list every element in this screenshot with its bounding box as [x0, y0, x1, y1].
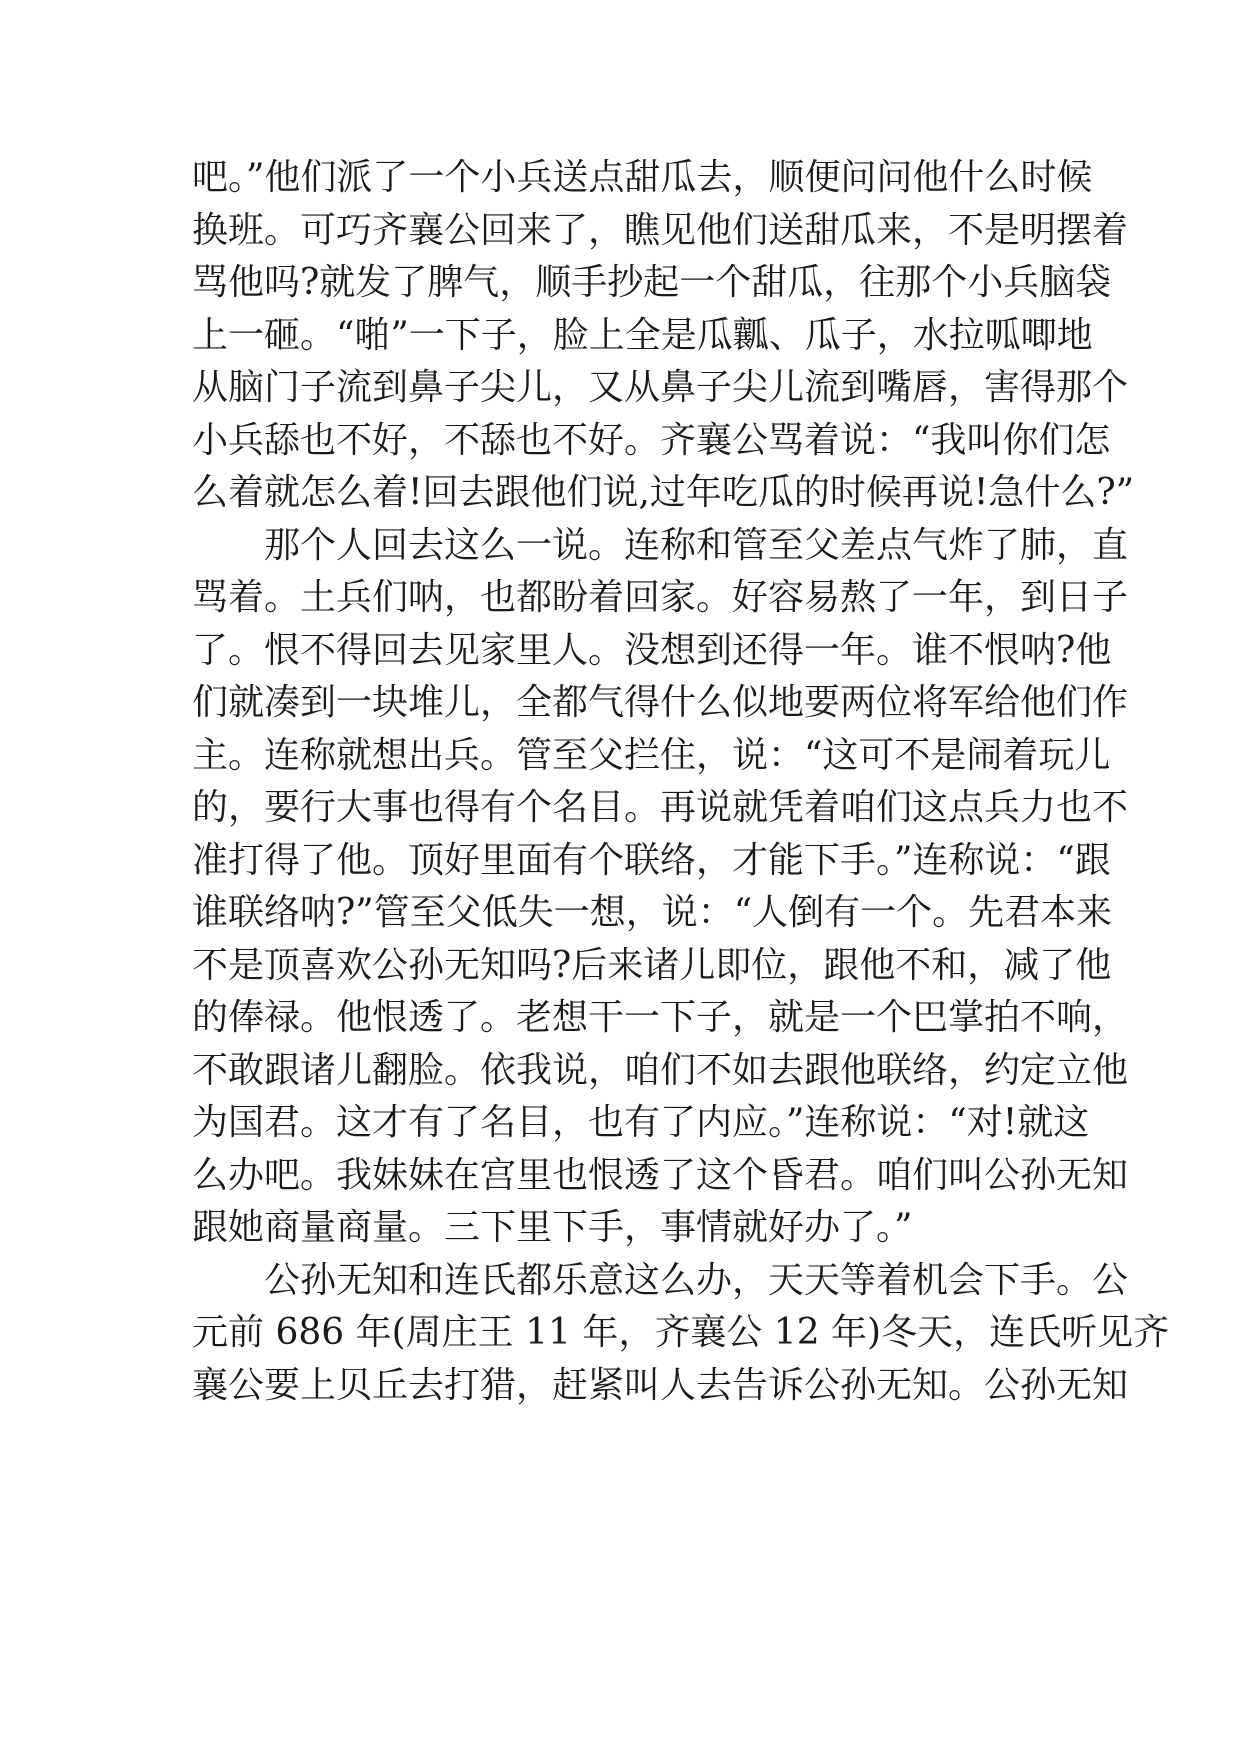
- text-line: 为国君。这才有了名目，也有了内应。”连称说：“对!就这: [192, 1102, 1090, 1143]
- paragraph-end-line: 跟她商量商量。三下里下手，事情就好办了。”: [192, 1207, 913, 1248]
- text-line: 不是顶喜欢公孙无知吗?后来诸儿即位，跟他不和，减了他: [192, 944, 1112, 986]
- text-line: 么着就怎么着!回去跟他们说,过年吃瓜的时候再说!急什么?”: [192, 472, 1135, 513]
- text-line: 元前 686 年(周庄王 11 年，齐襄公 12 年)冬天，连氏听见齐: [192, 1312, 1170, 1353]
- text-line: 么办吧。我妹妹在宫里也恨透了这个昏君。咱们叫公孙无知: [192, 1154, 1129, 1196]
- text-line: 们就凑到一块堆儿，全都气得什么似地要两位将军给他们作: [192, 682, 1129, 723]
- text-line: 准打得了他。顶好里面有个联络，才能下手。”连称说：“跟: [192, 839, 1111, 881]
- text-line: 主。连称就想出兵。管至父拦住，说：“这可不是闹着玩儿: [192, 734, 1111, 776]
- text-line: 上一砸。“啪”一下子，脸上全是瓜瓤、瓜子，水拉呱唧地: [192, 314, 1093, 356]
- text-line: 谁联络呐?”管至父低失一想，说：“人倒有一个。先君本来: [192, 892, 1113, 933]
- text-line: 襄公要上贝丘去打猎，赶紧叫人去告诉公孙无知。公孙无知: [192, 1364, 1129, 1406]
- text-line: 不敢跟诸儿翻脸。依我说，咱们不如去跟他联络，约定立他: [192, 1049, 1129, 1091]
- paragraph-start-line: 公孙无知和连氏都乐意这么办，天天等着机会下手。公: [264, 1259, 1129, 1301]
- text-line: 从脑门子流到鼻子尖儿，又从鼻子尖儿流到嘴唇，害得那个: [192, 367, 1129, 408]
- text-line: 骂他吗?就发了脾气，顺手抄起一个甜瓜，往那个小兵脑袋: [192, 262, 1112, 303]
- text-line: 的，要行大事也得有个名目。再说就凭着咱们这点兵力也不: [192, 787, 1129, 828]
- text-line: 骂着。土兵们呐，也都盼着回家。好容易熬了一年，到日子: [192, 577, 1129, 618]
- paragraph-start-line: 那个人回去这么一说。连称和管至父差点气炸了肺，直: [264, 524, 1129, 566]
- text-line: 了。恨不得回去见家里人。没想到还得一年。谁不恨呐?他: [192, 629, 1112, 671]
- text-line: 小兵舔也不好，不舔也不好。齐襄公骂着说：“我叫你们怎: [192, 419, 1111, 461]
- body-text: [192, 152, 1170, 1412]
- text-line: 换班。可巧齐襄公回来了，瞧见他们送甜瓜来，不是明摆着: [192, 209, 1129, 251]
- text-line: 的俸禄。他恨透了。老想干一下子，就是一个巴掌拍不响，: [192, 997, 1129, 1038]
- text-line: 吧。”他们派了一个小兵送点甜瓜去，顺便问问他什么时候: [192, 157, 1093, 198]
